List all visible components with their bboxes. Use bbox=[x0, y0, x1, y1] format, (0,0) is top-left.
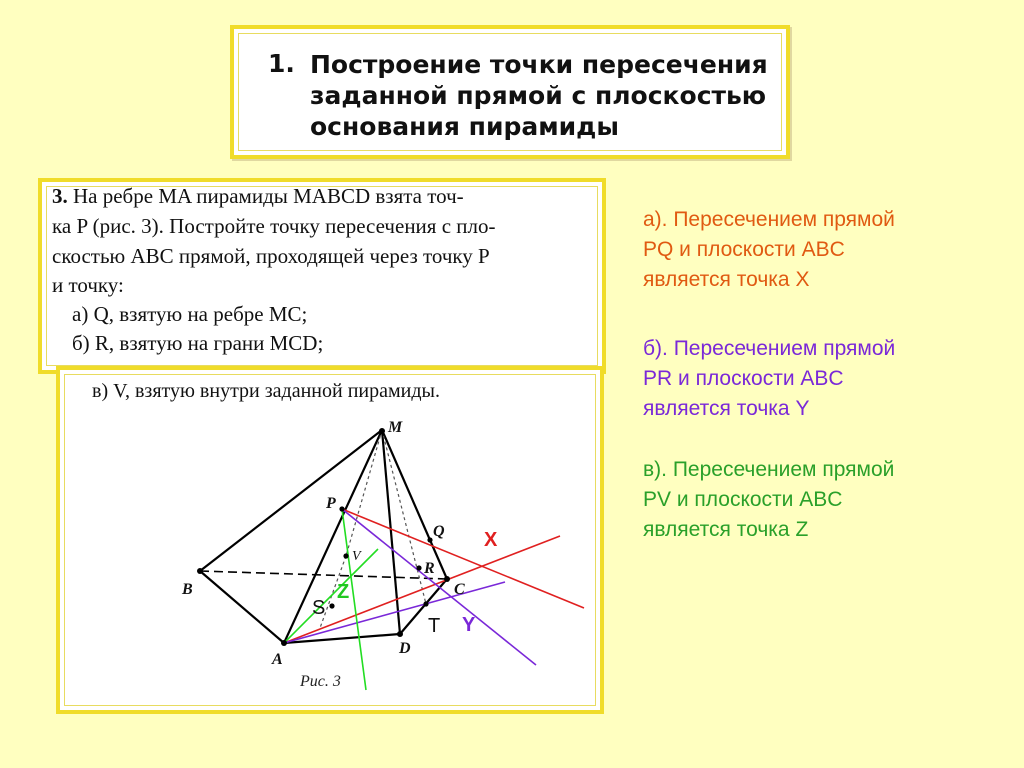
label-C: C bbox=[454, 581, 465, 598]
label-Q: Q bbox=[433, 523, 445, 540]
answer-a bbox=[643, 205, 895, 295]
point-V bbox=[343, 553, 348, 558]
problem-number: 3. bbox=[52, 184, 68, 208]
point-B bbox=[197, 568, 203, 574]
label-R: R bbox=[424, 560, 435, 577]
label-S: S bbox=[312, 597, 326, 619]
label-M: M bbox=[388, 419, 403, 436]
point-C bbox=[444, 576, 450, 582]
title-line-1: Построение точки пересечения bbox=[310, 50, 768, 79]
point-M bbox=[379, 428, 385, 434]
problem-line-3: скостью ABC прямой, проходящей через точку P bbox=[52, 244, 490, 268]
point-R bbox=[416, 565, 421, 570]
title-number: 1. bbox=[268, 49, 295, 78]
point-D bbox=[397, 631, 403, 637]
label-P: P bbox=[326, 495, 336, 512]
label-B: B bbox=[182, 581, 193, 598]
answer-v-line-2: PV и плоскости ABC bbox=[643, 488, 843, 511]
answer-v-line-1: в). Пересечением прямой bbox=[643, 458, 895, 481]
figure-caption: Рис. 3 bbox=[300, 673, 341, 690]
answer-v-line-3: является точка Z bbox=[643, 518, 809, 541]
edge-BC-hidden bbox=[200, 571, 447, 579]
point-S bbox=[329, 603, 334, 608]
problem-item-v: в) V, взятую внутри заданной пирамиды. bbox=[92, 380, 440, 402]
answer-a-line-2: PQ и плоскости ABC bbox=[643, 238, 845, 261]
point-Q bbox=[427, 537, 432, 542]
edge-MC bbox=[382, 430, 447, 579]
edge-BA bbox=[200, 571, 284, 643]
label-D: D bbox=[399, 640, 411, 657]
point-T bbox=[423, 601, 428, 606]
label-A: A bbox=[272, 651, 283, 668]
problem-item-b: б) R, взятую на грани MCD; bbox=[72, 331, 324, 355]
answer-b-line-2: PR и плоскости ABC bbox=[643, 367, 844, 390]
answer-b-line-3: является точка Y bbox=[643, 397, 810, 420]
problem-line-2: ка P (рис. 3). Постройте точку пересечения с пло- bbox=[52, 214, 496, 238]
answer-v bbox=[643, 455, 894, 545]
title-line-3: основания пирамиды bbox=[310, 112, 619, 141]
answer-b-line-1: б). Пересечением прямой bbox=[643, 337, 896, 360]
label-Z: Z bbox=[337, 581, 350, 603]
problem-line-4: и точку: bbox=[52, 273, 124, 297]
problem-line-1-text: На ребре MA пирамиды MABCD взята точ- bbox=[67, 184, 464, 208]
answer-a-line-1: а). Пересечением прямой bbox=[643, 208, 895, 231]
label-T: T bbox=[428, 615, 441, 637]
label-X: X bbox=[484, 529, 498, 551]
label-V: V bbox=[352, 549, 361, 564]
point-A bbox=[281, 640, 287, 646]
title-line-2: заданной прямой с плоскостью bbox=[310, 81, 767, 110]
line-AZ bbox=[284, 549, 378, 643]
answer-a-line-3: является точка X bbox=[643, 268, 810, 291]
problem-item-a: а) Q, взятую на ребре MC; bbox=[72, 302, 308, 326]
point-P bbox=[339, 506, 344, 511]
answer-b bbox=[643, 334, 895, 424]
label-Y: Y bbox=[462, 614, 476, 636]
